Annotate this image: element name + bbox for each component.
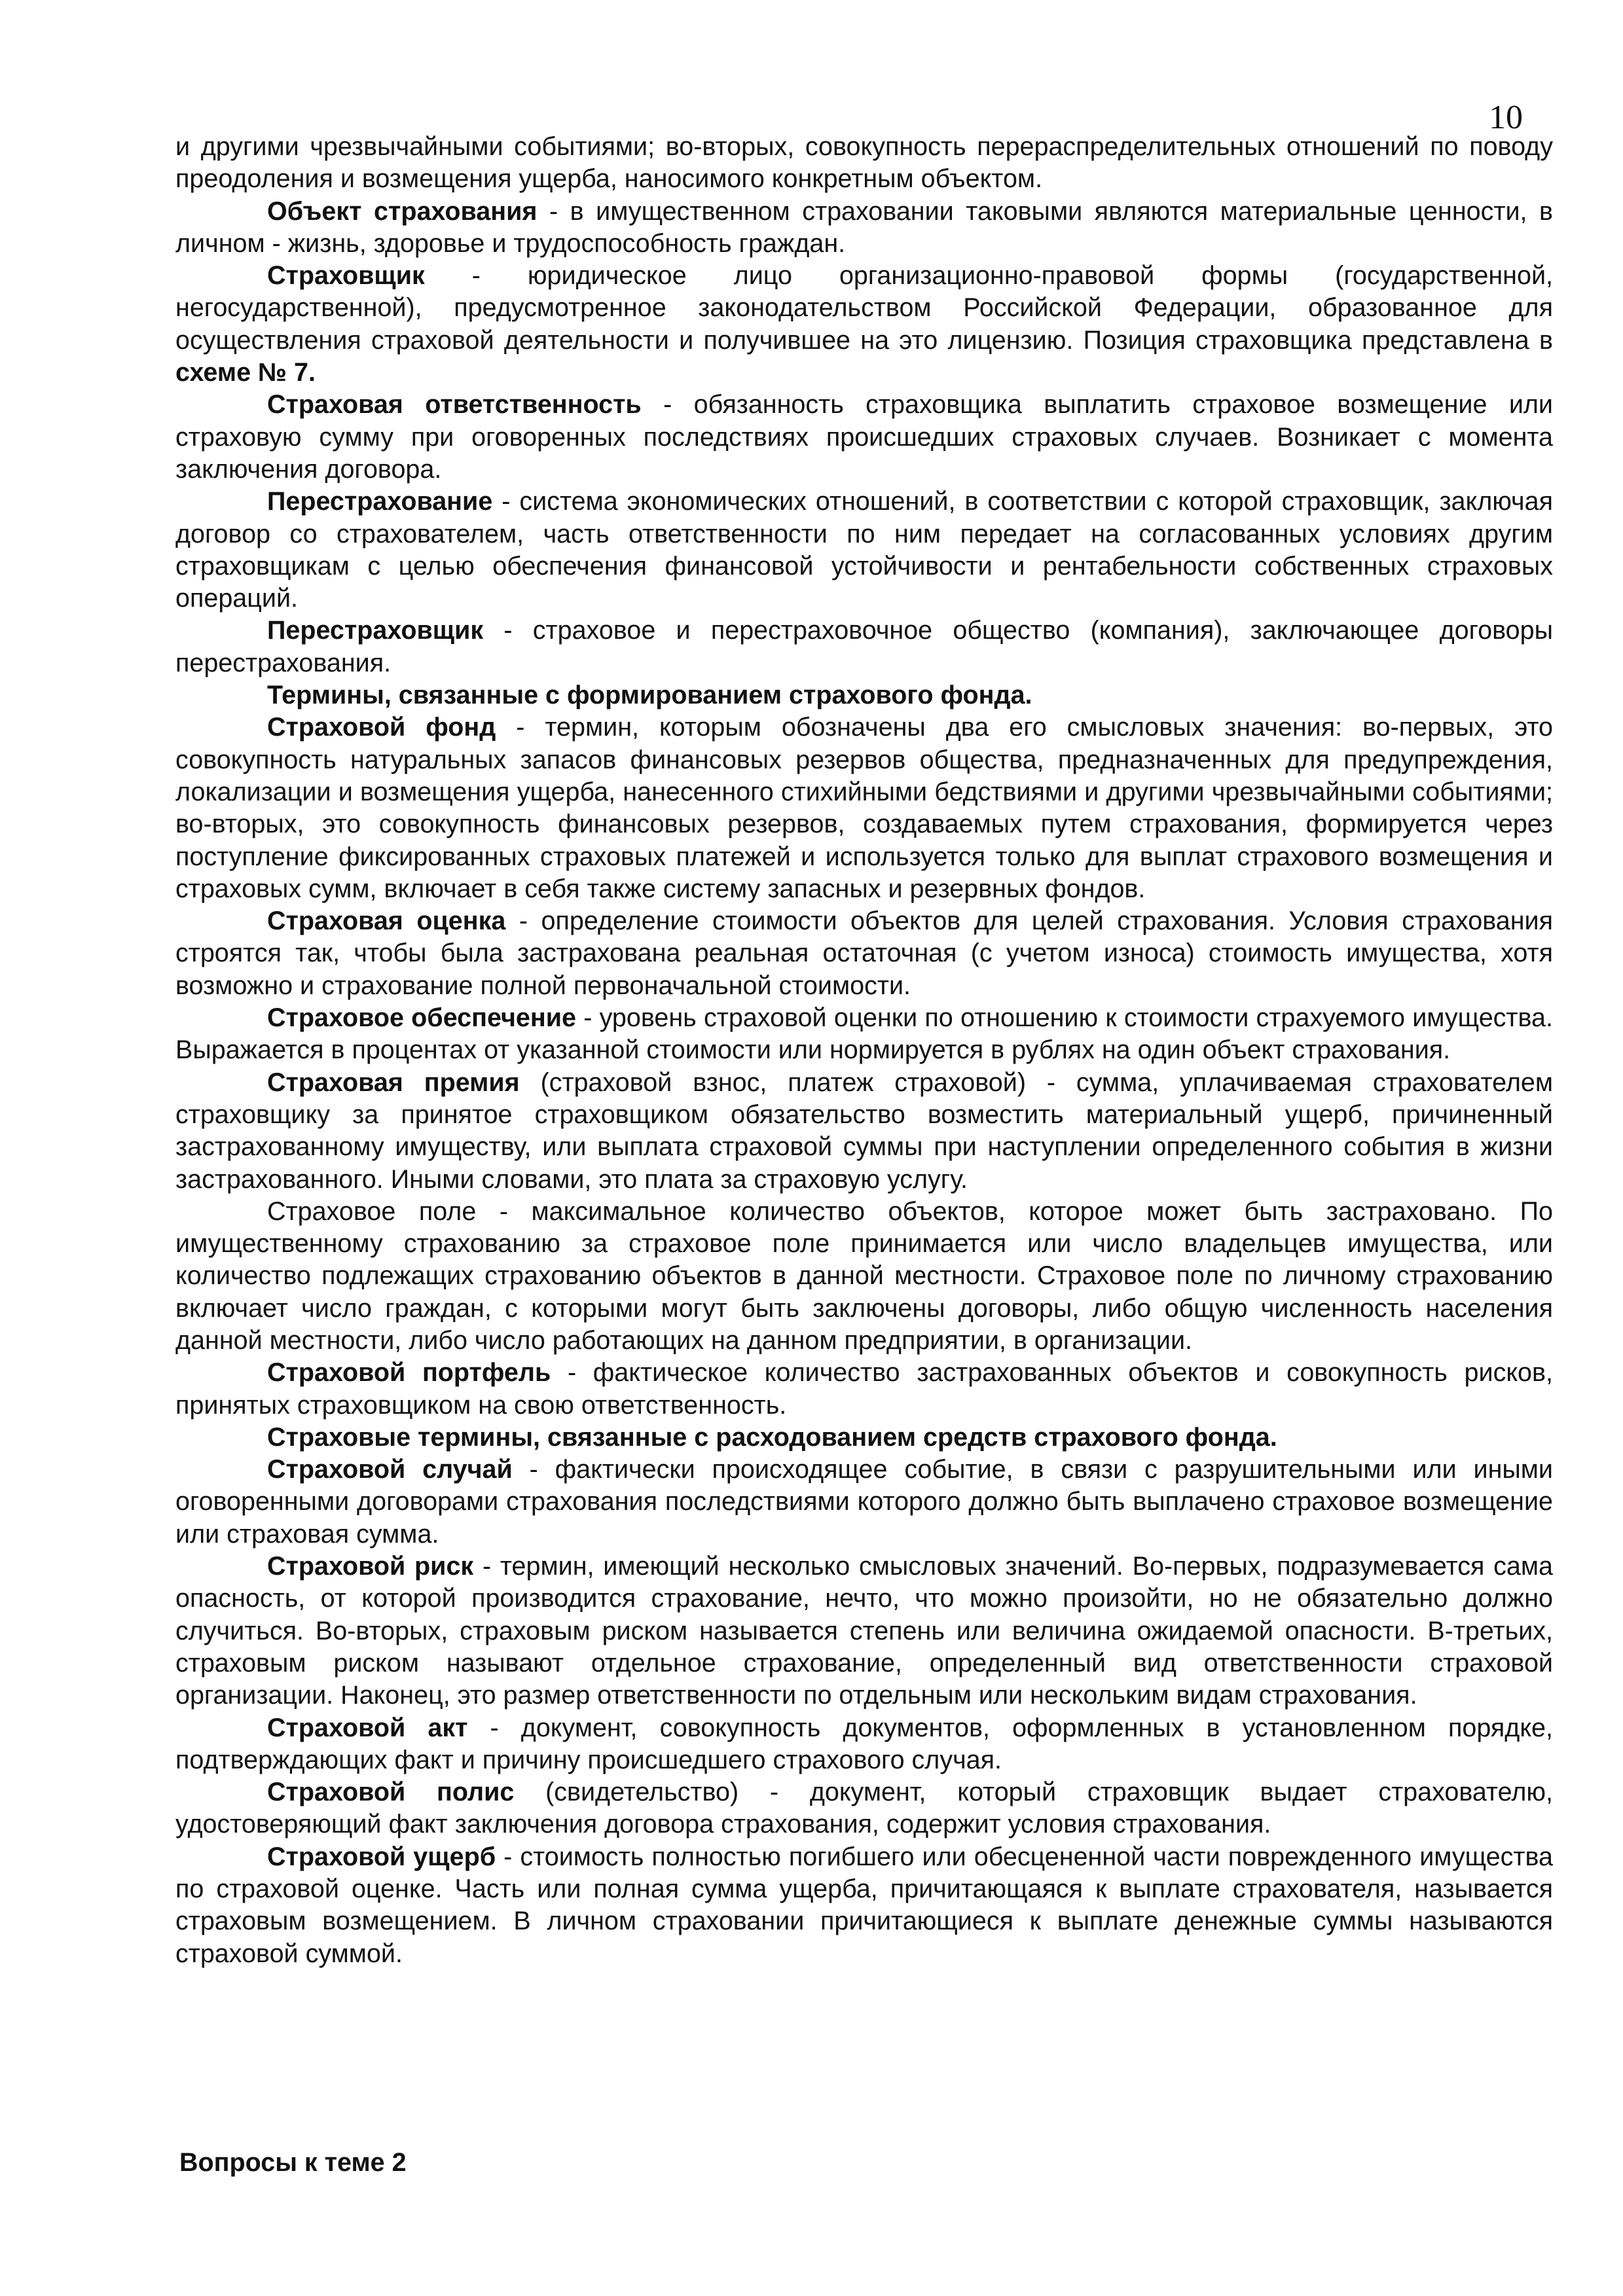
definition-coverage [175,1002,1553,1067]
definition-text: - в имущественном страховании таковыми являются материальные ценности, в личном - жизнь, здоровье и трудоспособность граждан. [175,196,1553,258]
definition-text: (страховой взнос, платеж страховой) - сумма, уплачиваемая страхователем страховщику за принятое страховщиком обязательство возместить материальный ущерб, причиненный застрахованному имуществу, или выплата страховой суммы при наступлении определенного события в жизни застрахованного. Иными словами, это плата за страховую услугу. [175,1067,1553,1194]
definition-text: - юридическое лицо организационно-правовой формы (государственной, негосударственной), предусмотренное законодательством Российской Федерации, образованное для осуществления страховой деятельности и получившее на это лицензию. Позиция страховщика представлена в [175,261,1553,355]
definition-text: - стоимость полностью погибшего или обесцененной части поврежденного имущества по страховой оценке. Часть или полная сумма ущерба, причитающаяся к выплате страхователя, называется страховым возмещением. В личном страховании причитающиеся к выплате денежные суммы называются страховой суммой. [175,1842,1553,1968]
body-text [175,131,1553,1970]
term: Страховой акт [267,1713,468,1742]
questions-heading: Вопросы к теме 2 [179,2148,407,2177]
page-number: 10 [1489,99,1523,136]
definition-valuation [175,905,1553,1002]
definition-text: - обязанность страховщика выплатить страховое возмещение или страховую сумму при оговоренных последствиях происшедших страховых случаев. Возникает с момента заключения договора. [175,390,1553,484]
definition-premium [175,1067,1553,1196]
term: Страховой риск [267,1552,474,1581]
definition-text: - система экономических отношений, в соответствии с которой страховщик, заключая договор со страхователем, часть ответственности по ним передает на согласованных условиях другим страховщикам с целью обеспечения финансовой устойчивости и рентабельности собственных страховых операций. [175,487,1553,613]
paragraph-continuation [175,131,1553,196]
term: Страховая оценка [267,906,506,936]
definition-text: - фактическое количество застрахованных объектов и совокупность рисков, принятых страховщиком на свою ответственность. [175,1358,1553,1420]
term: Страховая премия [267,1067,520,1097]
term: Страховой фонд [267,713,496,742]
term: Страховщик [267,261,425,291]
definition-text: - фактически происходящее событие, в связи с разрушительными или иными оговоренными договорами страхования последствиями которого должно быть выплачено страховое возмещение или страховая сумма. [175,1455,1553,1549]
definition-reinsurer [175,615,1553,679]
scheme-reference-tail: . [308,358,316,387]
definition-risk [175,1551,1553,1712]
definition-insurance-fund [175,711,1553,905]
paragraph-text: и другими чрезвычайными событиями; во-вторых, совокупность перераспределительных отношений по поводу преодоления и возмещения ущерба, наносимого конкретным объектом. [175,132,1553,194]
scheme-reference: схеме № 7 [175,358,309,387]
term: Страховое обеспечение [267,1003,576,1033]
term: Перестраховщик [267,616,484,645]
definition-text: - страховое и перестраховочное общество (компания), заключающее договоры перестрахования. [175,616,1553,677]
term: Страховой портфель [267,1358,551,1388]
definition-policy [175,1776,1553,1841]
term: Страховой случай [267,1455,513,1484]
definition-reinsurance [175,486,1553,615]
definition-act [175,1712,1553,1777]
definition-insured-event [175,1454,1553,1551]
section-heading-fund-formation: Термины, связанные с формированием страхового фонда. [267,681,1032,710]
term: Перестрахование [267,487,493,516]
section-heading-fund-spending: Страховые термины, связанные с расходованием средств страхового фонда. [267,1422,1277,1452]
term: Страховая ответственность [267,390,642,420]
definition-text: - термин, которым обозначены два его смысловых значения: во-первых, это совокупность натуральных запасов финансовых резервов общества, предназначенных для предупреждения, локализации и возмещения ущерба, нанесенного стихийными бедствиями и другими чрезвычайными событиями; во-вторых, это совокупность финансовых резервов, создаваемых путем страхования, формируется через поступление фиксированных страховых платежей и используется только для выплат страхового возмещения и страховых сумм, включает в себя также систему запасных и резервных фондов. [175,713,1554,903]
definition-text: (свидетельство) - документ, который страховщик выдает страхователю, удостоверяющий факт заключения договора страхования, содержит условия страхования. [175,1778,1553,1839]
definition-text: - определение стоимости объектов для целей страхования. Условия страхования строятся так, чтобы была застрахована реальная остаточная (с учетом износа) стоимость имущества, хотя возможно и страхование полной первоначальной стоимости. [175,906,1553,1000]
definition-damage [175,1841,1553,1970]
definition-text: - уровень страховой оценки по отношению к стоимости страхуемого имущества. Выражается в процентах от указанной стоимости или нормируется в рублях на один объект страхования. [175,1003,1553,1065]
definition-text: Страховое поле - максимальное количество объектов, которое может быть застраховано. По имущественному страхованию за страховое поле принимается или число владельцев имущества, или количество подлежащих страхованию объектов в данной местности. Страховое поле по личному страхованию включает число граждан, с которыми могут быть заключены договоры, либо общую численность населения данной местности, либо число работающих на данном предприятии, в организации. [175,1196,1553,1355]
term: Страховой полис [267,1778,515,1807]
definition-text: - термин, имеющий несколько смысловых значений. Во-первых, подразумевается сама опасность, от которой производится страхование, нечто, что можно произойти, но не обязательно должно случиться. Во-вторых, страховым риском называется степень или величина ожидаемой опасности. В-третьих, страховым риском называют отдельное страхование, определенный вид ответственности страховой организации. Наконец, это размер ответственности по отдельным или нескольким видам страхования. [175,1552,1553,1710]
term: Страховой ущерб [267,1842,496,1871]
term: Объект страхования [267,196,538,226]
definition-portfolio [175,1357,1553,1422]
definition-liability [175,389,1553,486]
definition-text: - документ, совокупность документов, оформленных в установленном порядке, подтверждающих факт и причину происшедшего страхового случая. [175,1713,1553,1774]
definition-insurance-field [175,1196,1553,1357]
definition-object [175,196,1553,260]
definition-insurer [175,260,1553,389]
